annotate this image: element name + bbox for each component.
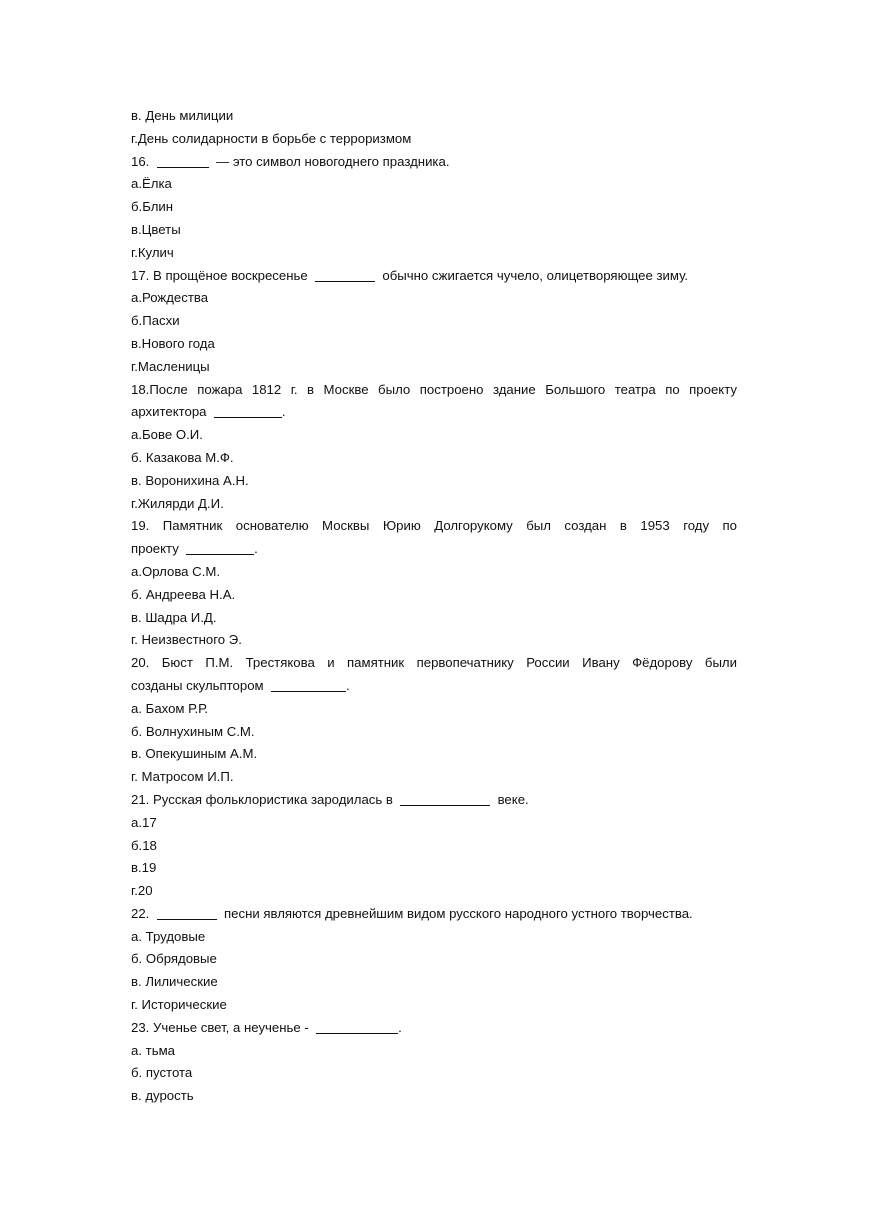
question-16 — [131, 151, 737, 174]
option-line: г.День солидарности в борьбе с терроризмом — [131, 130, 412, 146]
option-line: а.Ёлка — [131, 176, 172, 192]
option-line: а. Трудовые — [131, 928, 206, 944]
punctuation: . — [398, 1019, 402, 1035]
question-23 — [131, 1017, 737, 1040]
document-page — [131, 105, 737, 1108]
question-text: обычно сжигается чучело, олицетворяющее зиму. — [382, 267, 689, 283]
option-line: а.Рождества — [131, 290, 209, 306]
option-line: в. Опекушиным А.М. — [131, 746, 258, 762]
question-text: проекту — [131, 541, 179, 557]
question-number: 22. — [131, 905, 150, 921]
punctuation: . — [345, 677, 350, 693]
option-line: в. дурость — [131, 1088, 194, 1104]
option-line: в. День милиции — [131, 108, 234, 123]
option-line: а.Орлова С.М. — [131, 563, 221, 579]
question-21 — [131, 789, 737, 812]
question-18-cont — [131, 401, 737, 424]
question-17 — [131, 265, 737, 288]
question-18: 18.После пожара 1812 г. в Москве было построено здание Большого театра по проекту — [131, 381, 737, 397]
option-line: б. пустота — [131, 1065, 193, 1081]
answer-blank — [316, 1019, 398, 1034]
option-line: б.Блин — [131, 199, 174, 215]
option-line: б.Пасхи — [131, 313, 180, 329]
question-19-cont — [131, 538, 737, 561]
question-text: — это символ новогоднего праздника. — [216, 153, 450, 169]
question-22 — [131, 903, 737, 926]
option-line: а. тьма — [131, 1042, 175, 1058]
option-line: б. Казакова М.Ф. — [131, 449, 234, 465]
option-line: г.Кулич — [131, 244, 174, 260]
option-line: г.20 — [131, 883, 153, 899]
option-line: г. Неизвестного Э. — [131, 632, 242, 648]
question-20: 20. Бюст П.М. Трестякова и памятник первопечатнику России Ивану Фёдорову были — [131, 655, 737, 671]
question-text: 21. Русская фольклористика зародилась в — [131, 791, 393, 807]
option-line: г.Масленицы — [131, 358, 210, 374]
question-text: созданы скульптором — [131, 677, 264, 693]
answer-blank — [400, 791, 490, 806]
question-text: 23. Ученье свет, а неученье - — [131, 1019, 309, 1035]
question-19: 19. Памятник основателю Москвы Юрию Долгорукому был создан в 1953 году по — [131, 518, 737, 534]
question-text: песни являются древнейшим видом русского народного устного творчества. — [224, 905, 693, 921]
option-line: в. Лилические — [131, 974, 218, 990]
option-line: а.Бове О.И. — [131, 427, 203, 443]
answer-blank — [315, 267, 375, 282]
option-line: в.Цветы — [131, 221, 181, 237]
option-line: б. Волнухиным С.М. — [131, 723, 255, 739]
question-text: 17. В прощёное воскресенье — [131, 267, 308, 283]
option-line: в.Нового года — [131, 335, 215, 351]
punctuation: . — [281, 404, 286, 420]
question-number: 16. — [131, 153, 150, 169]
option-line: а.17 — [131, 814, 157, 830]
answer-blank — [157, 905, 217, 920]
option-line: г. Матросом И.П. — [131, 769, 234, 785]
answer-blank — [157, 153, 209, 168]
answer-blank — [186, 540, 254, 555]
answer-blank — [214, 403, 282, 418]
question-20-cont — [131, 675, 737, 698]
option-line: а. Бахом Р.Р. — [131, 700, 209, 716]
option-line: б. Андреева Н.А. — [131, 586, 236, 602]
option-line: в.19 — [131, 860, 157, 876]
option-line: в. Воронихина А.Н. — [131, 472, 249, 488]
option-line: б.18 — [131, 837, 157, 853]
answer-blank — [271, 677, 346, 692]
option-line: г. Исторические — [131, 997, 227, 1013]
question-text: веке. — [497, 791, 529, 807]
option-line: г.Жилярди Д.И. — [131, 495, 224, 511]
option-line: в. Шадра И.Д. — [131, 609, 217, 625]
question-text: архитектора — [131, 404, 207, 420]
option-line: б. Обрядовые — [131, 951, 217, 967]
punctuation: . — [254, 541, 258, 557]
